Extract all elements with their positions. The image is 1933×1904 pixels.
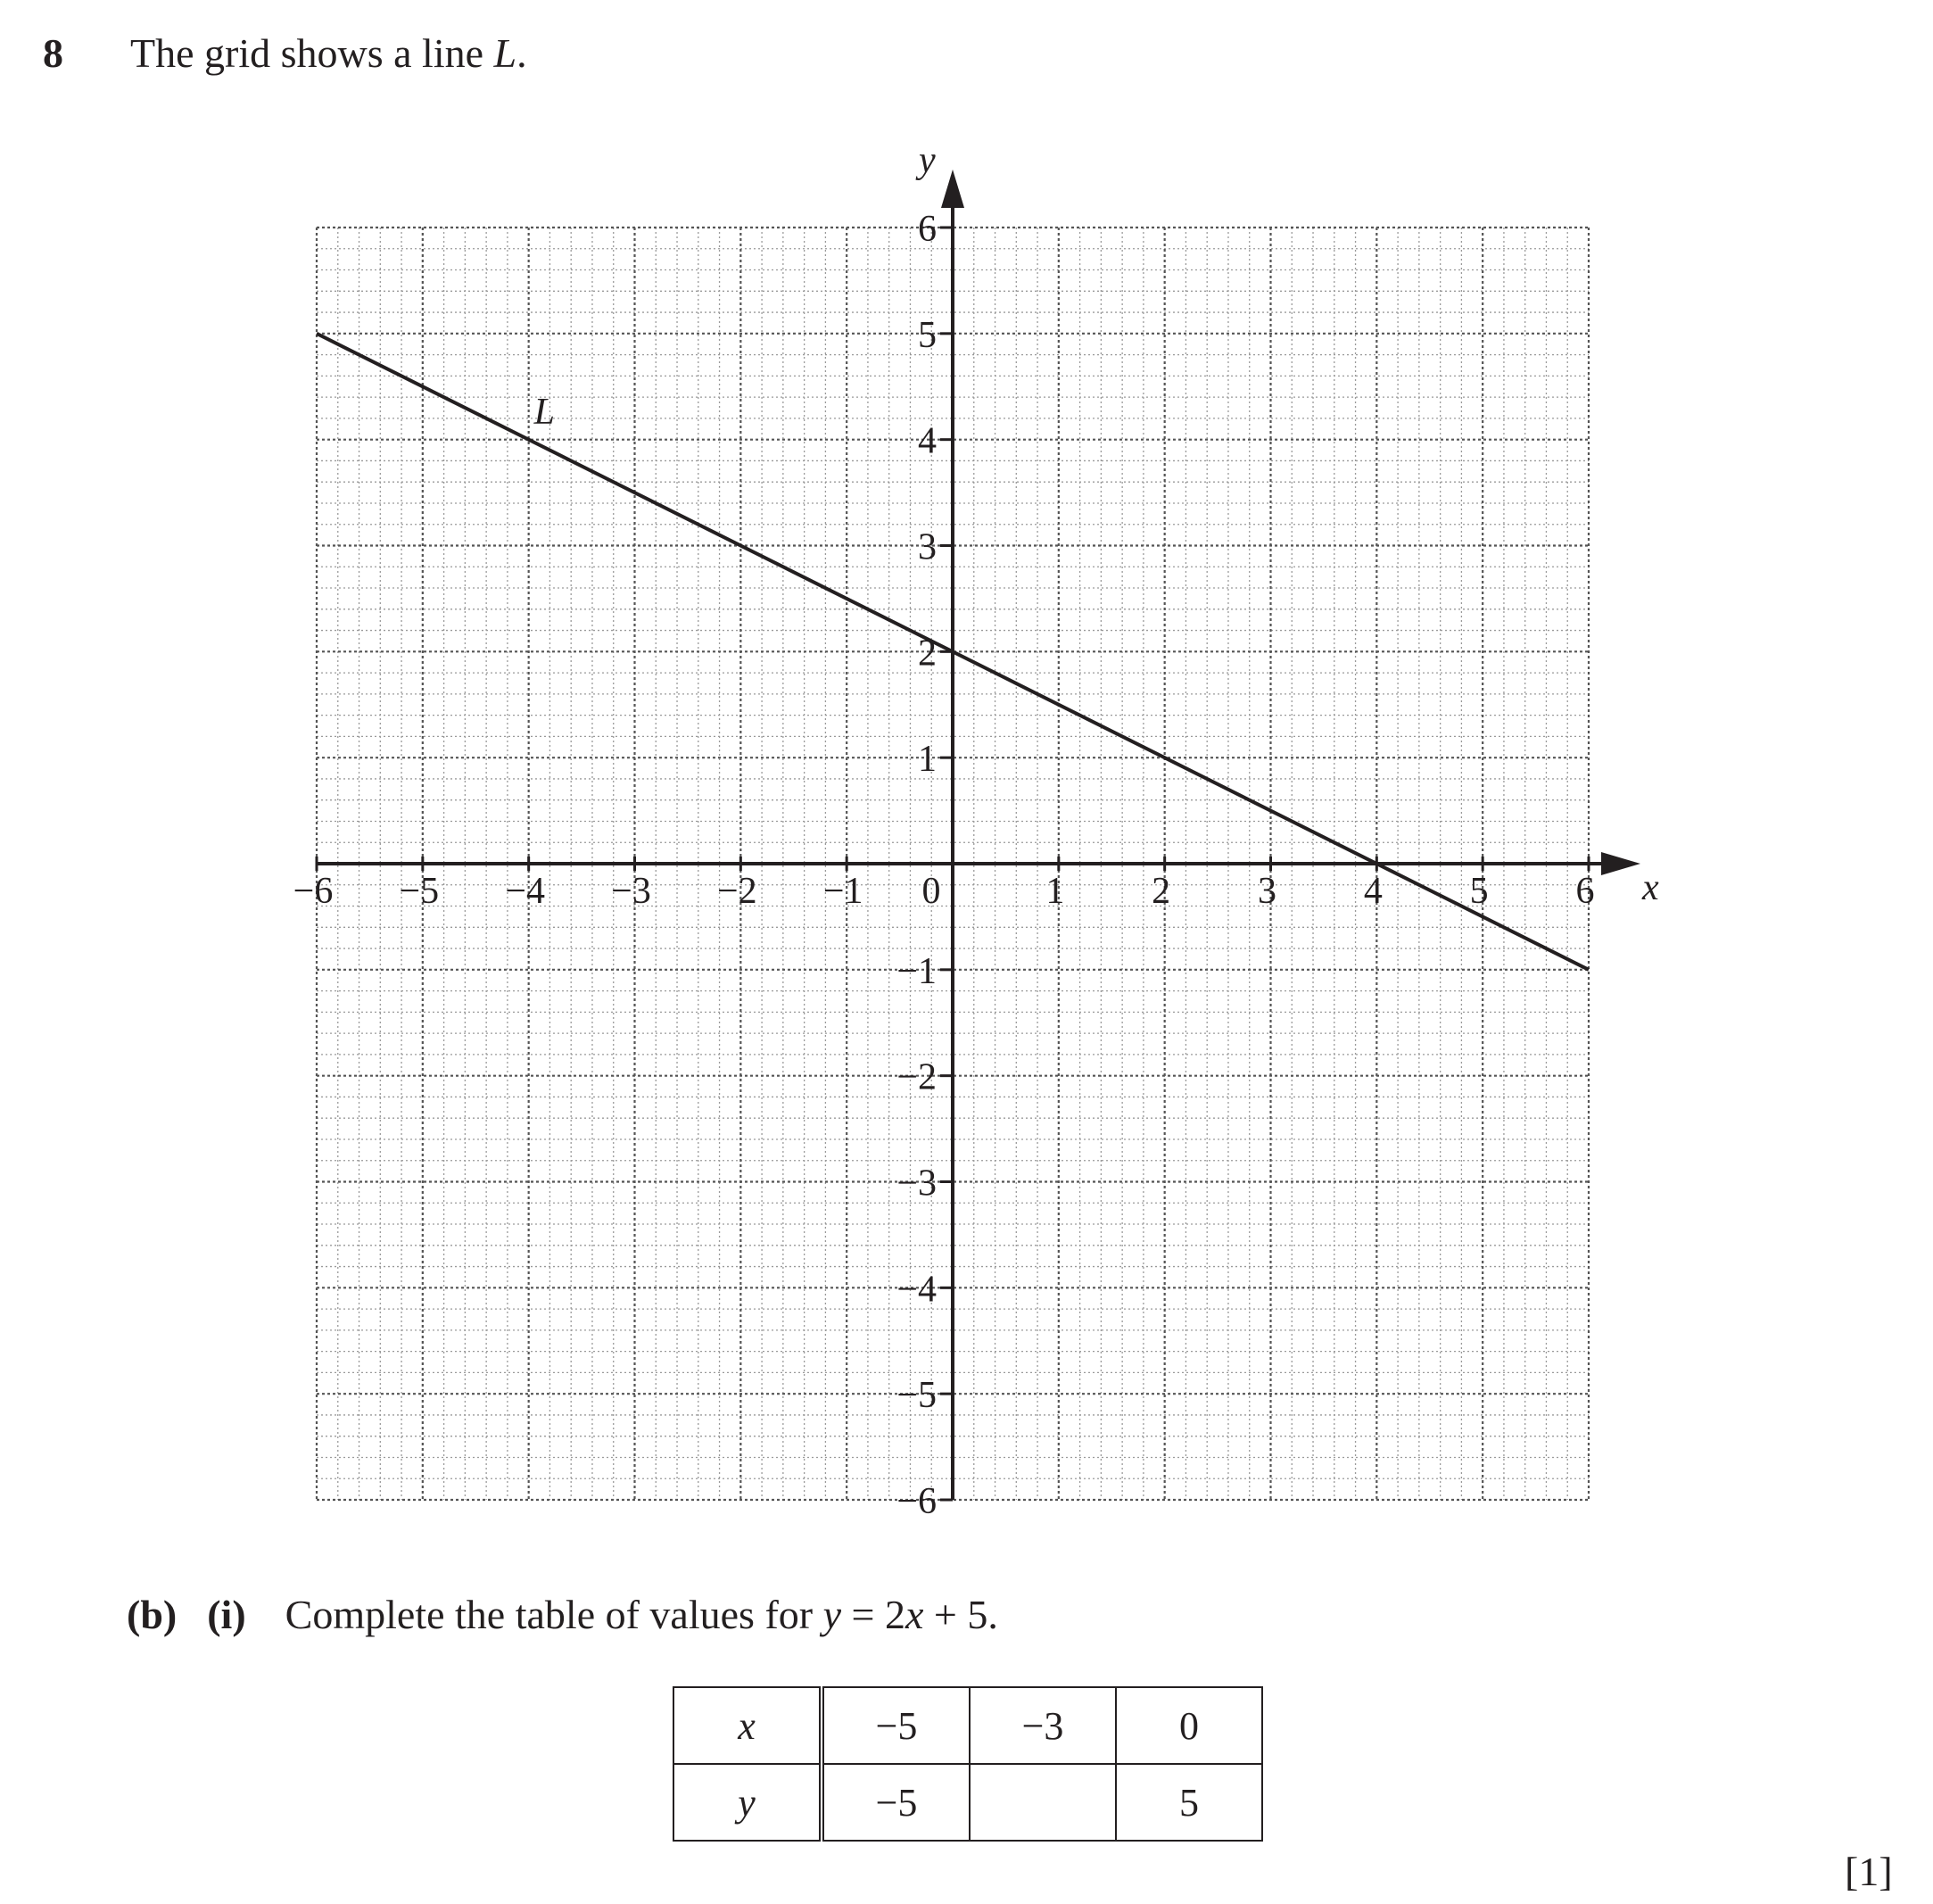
part-b-text: Complete the table of values for: [285, 1592, 814, 1637]
table-cell-x1: −5: [822, 1687, 970, 1764]
table-row-x: [673, 1687, 1262, 1764]
y-axis-arrowhead: [941, 170, 964, 208]
y-tick-label: 6: [918, 209, 937, 250]
x-tick-label: −4: [505, 871, 546, 912]
x-tick-label: 0: [921, 871, 941, 912]
y-tick-label: 2: [918, 633, 937, 675]
y-tick-label: −2: [896, 1056, 937, 1098]
y-tick-label: 1: [918, 739, 937, 781]
y-tick-label: −5: [896, 1375, 937, 1417]
x-tick-label: −3: [611, 871, 651, 912]
y-tick-label: 5: [918, 314, 937, 356]
table-cell-x3: 0: [1116, 1687, 1262, 1764]
table-header-x: x: [673, 1687, 822, 1764]
marks-label: [1]: [1845, 1849, 1893, 1894]
question-text-suffix: .: [516, 30, 527, 76]
y-axis-label: y: [919, 140, 936, 181]
x-tick-label: −1: [822, 871, 863, 912]
x-axis-arrowhead: [1601, 852, 1640, 875]
x-tick-label: 3: [1258, 871, 1276, 912]
equation-end: + 5.: [923, 1592, 998, 1637]
question-text-var: L: [493, 30, 517, 76]
y-tick-label: −4: [896, 1269, 937, 1311]
table-cell-y1: −5: [822, 1764, 970, 1841]
table-row-y: [673, 1764, 1262, 1841]
part-b-label: (b): [127, 1592, 178, 1637]
part-b-sublabel: (i): [207, 1592, 246, 1637]
x-tick-label: 5: [1469, 871, 1489, 912]
part-b-prompt: [127, 1586, 998, 1643]
table-cell-y2-answer[interactable]: [970, 1764, 1116, 1841]
y-tick-label: −1: [896, 950, 937, 992]
question-text-prefix: The grid shows a line: [130, 30, 494, 76]
line-label-L: L: [533, 391, 555, 433]
question-number: 8: [43, 30, 63, 76]
y-tick-label: −3: [896, 1163, 937, 1204]
table-cell-x2: −3: [970, 1687, 1116, 1764]
x-tick-label: −5: [399, 871, 440, 912]
axes: [317, 140, 1659, 1500]
y-tick-label: 4: [918, 420, 937, 462]
table-cell-y3: 5: [1116, 1764, 1262, 1841]
table-of-values: [673, 1686, 1263, 1842]
equation-mid: = 2: [841, 1592, 905, 1637]
x-tick-label: 4: [1363, 871, 1383, 912]
x-tick-label: 6: [1575, 871, 1595, 912]
equation-x: x: [905, 1592, 924, 1637]
y-tick-label: 3: [918, 526, 937, 568]
part-b-equation: [823, 1592, 998, 1637]
annotations: [533, 392, 555, 433]
equation-y: y: [822, 1592, 841, 1637]
table-header-y: y: [673, 1764, 822, 1841]
x-tick-label: −2: [716, 871, 757, 912]
x-axis-label: x: [1642, 867, 1659, 908]
x-tick-label: 2: [1152, 871, 1171, 912]
x-tick-label: −6: [293, 871, 334, 912]
y-tick-label: −6: [896, 1481, 937, 1522]
x-tick-label: 1: [1045, 871, 1065, 912]
